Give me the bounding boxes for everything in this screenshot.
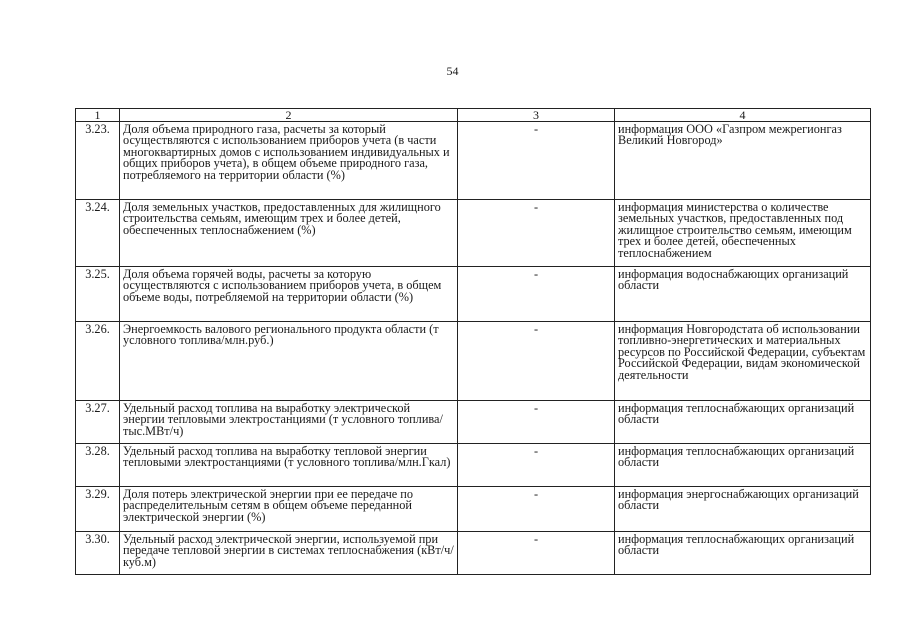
row-number: 3.25.	[76, 267, 120, 322]
indicator-value: -	[458, 322, 615, 401]
header-col-2: 2	[120, 109, 458, 122]
table-row	[76, 444, 871, 487]
table-row	[76, 401, 871, 444]
table-header-row	[76, 109, 871, 122]
indicator-text: Доля земельных участков, предоставленных для жилищного строительства семьям, имеющим трех и более детей, обеспеченных теплоснабжением (%)	[120, 200, 458, 267]
row-number: 3.24.	[76, 200, 120, 267]
page-number: 54	[446, 64, 459, 78]
indicator-text: Энергоемкость валового регионального продукта области (т условного топлива/млн.руб.)	[120, 322, 458, 401]
indicator-value: -	[458, 200, 615, 267]
row-number: 3.23.	[76, 122, 120, 200]
data-source: информация водоснабжающих организаций области	[615, 267, 871, 322]
indicators-table	[75, 108, 871, 575]
indicator-value: -	[458, 487, 615, 532]
data-source: информация теплоснабжающих организаций области	[615, 444, 871, 487]
data-source: информация теплоснабжающих организаций области	[615, 532, 871, 575]
data-source: информация Новгородстата об использовании топливно-энергетических и материальных ресурсов по Российской Федерации, субъектам Российской Федерации, видам экономической деятельности	[615, 322, 871, 401]
indicator-value: -	[458, 122, 615, 200]
row-number: 3.26.	[76, 322, 120, 401]
table-row	[76, 267, 871, 322]
row-number: 3.30.	[76, 532, 120, 575]
header-col-3: 3	[458, 109, 615, 122]
table-row	[76, 200, 871, 267]
indicator-text: Доля объема природного газа, расчеты за который осуществляются с использованием приборов учета (в части многоквартирных домов с использованием индивидуальных и общих приборов учета), в общем объеме природного газа, потребляемого на территории области (%)	[120, 122, 458, 200]
data-source: информация ООО «Газпром межрегионгаз Великий Новгород»	[615, 122, 871, 200]
indicator-text: Доля потерь электрической энергии при ее передаче по распределительным сетям в общем объеме переданной электрической энергии (%)	[120, 487, 458, 532]
indicator-value: -	[458, 444, 615, 487]
indicator-value: -	[458, 267, 615, 322]
indicator-value: -	[458, 401, 615, 444]
indicator-text: Доля объема горячей воды, расчеты за которую осуществляются с использованием приборов учета, в общем объеме воды, потребляемой на территории области (%)	[120, 267, 458, 322]
indicator-text: Удельный расход топлива на выработку электрической энергии тепловыми электростанциями (т условного топлива/тыс.МВт/ч)	[120, 401, 458, 444]
table-row	[76, 532, 871, 575]
row-number: 3.29.	[76, 487, 120, 532]
row-number: 3.28.	[76, 444, 120, 487]
row-number: 3.27.	[76, 401, 120, 444]
data-source: информация теплоснабжающих организаций области	[615, 401, 871, 444]
table-row	[76, 487, 871, 532]
data-source: информация министерства о количестве земельных участков, предоставленных под жилищное строительство семьям, имеющим трех и более детей, обеспеченных теплоснабжением	[615, 200, 871, 267]
table-row	[76, 122, 871, 200]
indicator-text: Удельный расход топлива на выработку тепловой энергии тепловыми электростанциями (т условного топлива/млн.Гкал)	[120, 444, 458, 487]
indicator-text: Удельный расход электрической энергии, используемой при передаче тепловой энергии в системах теплоснабжения (кВт/ч/куб.м)	[120, 532, 458, 575]
header-col-1: 1	[76, 109, 120, 122]
data-source: информация энергоснабжающих организаций области	[615, 487, 871, 532]
header-col-4: 4	[615, 109, 871, 122]
indicator-value: -	[458, 532, 615, 575]
table-row	[76, 322, 871, 401]
